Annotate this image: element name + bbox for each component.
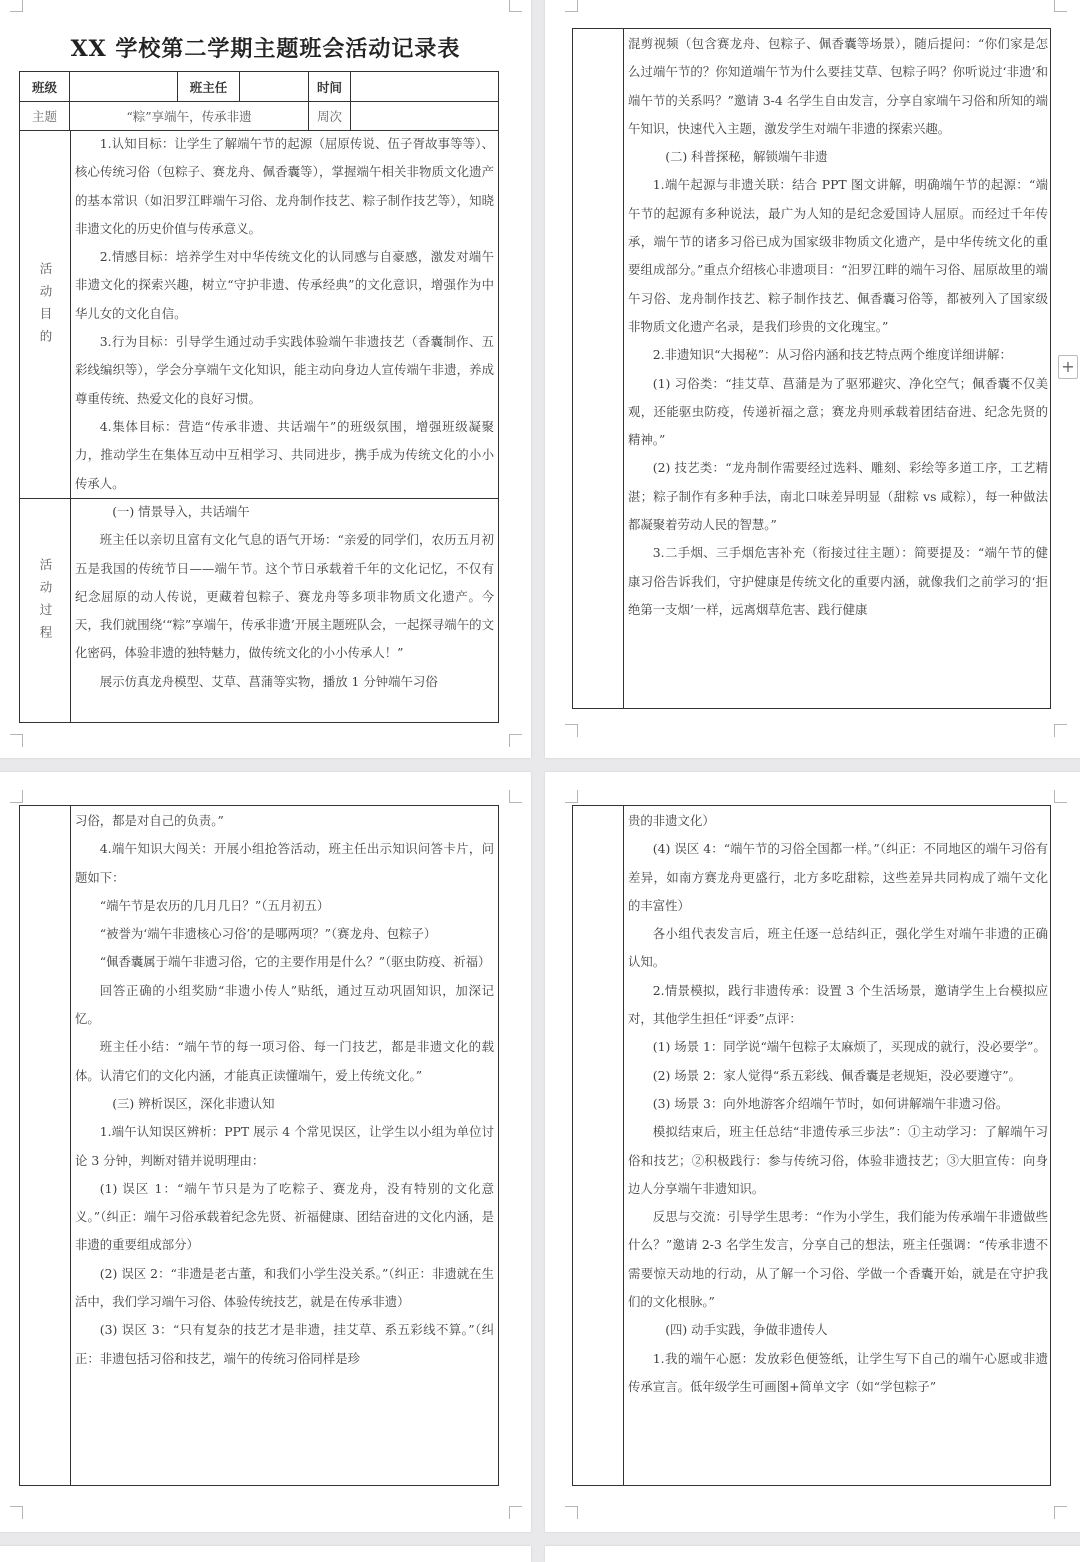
process-paragraph: 班主任以亲切且富有文化气息的语气开场：“亲爱的同学们，农历五月初五是我国的传统节日——端午节。这个节日承载着千年的文化记忆，不仅有纪念屈原的动人传说，更藏着包粽子、赛龙舟等多项非物质文化遗产。今天，我们就围绕‘“粽”享端午，传承非遗’开展主题班队会，一起探寻端午的文化密码，体验非遗的独特魅力，做传统文化的小小传承人！” (75, 532, 494, 661)
teacher-label: 班主任 (189, 79, 228, 95)
goals-content (75, 130, 494, 498)
process-paragraph: (4) 误区 4：“端午节的习俗全国都一样。”（纠正：不同地区的端午习俗有差异，如南方赛龙舟更盛行，北方多吃甜粽，这些差异共同构成了端午文化的丰富性） (628, 841, 1048, 913)
crop-mark (1054, 1506, 1067, 1519)
record-table-continued (572, 805, 1051, 1486)
process-content (75, 807, 494, 1485)
goal-item: 2.情感目标：培养学生对中华传统文化的认同感与自豪感，激发对端午非遗文化的探索兴趣，树立“守护非遗、传承经典”的文化意识，增强作为中华儿女的文化自信。 (75, 249, 494, 321)
record-table (19, 71, 499, 723)
process-paragraph: 4.端午知识大闯关：开展小组抢答活动，班主任出示知识问答卡片，问题如下： (75, 841, 494, 885)
process-paragraph: (2) 场景 2：家人觉得“系五彩线、佩香囊是老规矩，没必要遵守”。 (652, 1067, 1021, 1083)
process-paragraph: 回答正确的小组奖励“非遗小传人”贴纸，通过互动巩固知识，加深记忆。 (75, 982, 494, 1027)
goal-item: 1.认知目标：让学生了解端午节的起源（屈原传说、伍子胥故事等等）、核心传统习俗（包粽子、赛龙舟、佩香囊等），掌握端午相关非物质文化遗产的基本常识（如汨罗江畔端午习俗、龙舟制作技艺、粽子制作技艺等），知晓非遗文化的历史价值与传承意义。 (75, 136, 494, 236)
process-paragraph: (1) 误区 1：“端午节只是为了吃粽子、赛龙舟，没有特别的文化意义。”（纠正：端午习俗承载着纪念先贤、祈福健康、团结奋进的文化内涵，是非遗的重要组成部分） (75, 1180, 494, 1253)
process-paragraph: (四) 动手实践，争做非遗传人 (665, 1322, 828, 1338)
process-paragraph: (1) 习俗类：“挂艾草、菖蒲是为了驱邪避灾、净化空气；佩香囊不仅美观，还能驱虫防疫，传递祈福之意；赛龙舟则承载着团结奋进、纪念先贤的精神。” (628, 375, 1048, 448)
process-paragraph: 反思与交流：引导学生思考：“作为小学生，我们能为传承端午非遗做些什么？”邀请 2-3 名学生发言，分享自己的想法，班主任强调：“传承非遗不需要惊天动地的行动，从了解一个习俗、学做一个香囊开始，就是在守护我们的文化根脉。” (628, 1209, 1048, 1310)
process-content (628, 30, 1048, 708)
process-paragraph: (3) 误区 3：“只有复杂的技艺才是非遗，挂艾草、系五彩线不算。”（纠正：非遗包括习俗和技艺，端午的传统习俗同样是珍 (75, 1322, 494, 1366)
process-paragraph: 各小组代表发言后，班主任逐一总结纠正，强化学生对端午非遗的正确认知。 (628, 926, 1048, 970)
goal-item: 4.集体目标：营造“传承非遗、共话端午”的班级氛围，增强班级凝聚力，推动学生在集体互动中互相学习、共同进步，携手成为传统文化的小小传承人。 (75, 418, 494, 491)
document-title: XX 学校第二学期主题班会活动记录表 (70, 36, 461, 62)
theme-value: “粽”享端午，传承非遗 (126, 108, 252, 124)
crop-mark (509, 0, 522, 12)
record-table-continued (19, 805, 499, 1486)
theme-value-cell (70, 101, 309, 130)
crop-mark (565, 0, 578, 12)
process-paragraph: 班主任小结：“端午节的每一项习俗、每一门技艺，都是非遗文化的载体。认清它们的文化内涵，才能真正读懂端午，爱上传统文化。” (75, 1039, 494, 1083)
process-paragraph: (2) 技艺类：“龙舟制作需要经过选料、雕刻、彩绘等多道工序，工艺精湛；粽子制作有多种手法，南北口味差异明显（甜粽 vs 咸粽），每一种做法都凝聚着劳动人民的智慧。” (628, 460, 1048, 533)
process-row-label: 活动过程 (38, 558, 53, 648)
process-paragraph: 1.端午起源与非遗关联：结合 PPT 图文讲解，明确端午节的起源：“端午节的起源有多种说法，最广为人知的是纪念爱国诗人屈原。而经过千年传承，端午节的诸多习俗已成为国家级非物质文化遗产，是中华传统文化的重要组成部分。”重点介绍核心非遗项目：“汨罗江畔的端午习俗、屈原故里的端午习俗、龙舟制作技艺、粽子制作技艺、佩香囊习俗等，都被列入了国家级非物质文化遗产名录，是我们珍贵的文化瑰宝。” (628, 177, 1048, 334)
process-paragraph: 习俗，都是对自己的负责。” (75, 813, 224, 828)
crop-mark (565, 1506, 578, 1519)
process-paragraph: 1.端午认知误区辨析：PPT 展示 4 个常见误区，让学生以小组为单位讨论 3 分钟，判断对错并说明理由： (75, 1124, 494, 1168)
process-paragraph: 展示仿真龙舟模型、艾草、菖蒲等实物，播放 1 分钟端午习俗 (99, 673, 438, 689)
process-paragraph: (一) 情景导入，共话端午 (112, 504, 250, 519)
page-3 (0, 772, 531, 1532)
add-page-button[interactable]: + (1058, 355, 1078, 379)
process-paragraph: “端午节是农历的几月几日？”（五月初五） (99, 897, 330, 913)
time-value-cell[interactable] (351, 72, 498, 101)
class-label: 班级 (31, 79, 57, 95)
crop-mark (10, 0, 23, 12)
class-value-cell[interactable] (70, 72, 178, 101)
process-paragraph: “被誉为‘端午非遗核心习俗’的是哪两项？”（赛龙舟、包粽子） (99, 926, 437, 942)
process-paragraph: 2.非遗知识“大揭秘”：从习俗内涵和技艺特点两个维度详细讲解： (652, 347, 1012, 363)
process-paragraph: (2) 误区 2：“非遗是老古董，和我们小学生没关系。”（纠正：非遗就在生活中，我们学习端午习俗、体验传统技艺，就是在传承非遗） (75, 1265, 494, 1310)
crop-mark (509, 790, 522, 803)
crop-mark (1054, 0, 1067, 12)
goal-item: 3.行为目标：引导学生通过动手实践体验端午非遗技艺（香囊制作、五彩线编织等），学会分享端午文化知识，能主动向身边人宣传端午非遗，养成尊重传统、热爱文化的良好习惯。 (75, 334, 494, 406)
process-paragraph: 3.二手烟、三手烟危害补充（衔接过往主题）：简要提及：“端午节的健康习俗告诉我们，守护健康是传统文化的重要内涵，就像我们之前学习的‘拒绝第一支烟’一样，远离烟草危害、践行健康 (628, 545, 1048, 617)
process-paragraph: (3) 场景 3：向外地游客介绍端午节时，如何讲解端午非遗习俗。 (652, 1095, 1009, 1111)
process-paragraph: (二) 科普探秘，解锁端午非遗 (665, 149, 828, 165)
period-label: 周次 (316, 108, 342, 124)
crop-mark (1054, 724, 1067, 737)
time-label: 时间 (316, 79, 342, 95)
crop-mark (1054, 790, 1067, 803)
process-paragraph: 2.情景模拟，践行非遗传承：设置 3 个生活场景，邀请学生上台模拟应对，其他学生担任“评委”点评： (628, 982, 1048, 1027)
class-label-cell (20, 72, 70, 101)
page-4 (545, 772, 1080, 1532)
process-paragraph: 贵的非遗文化） (628, 813, 715, 828)
process-paragraph: 混剪视频（包含赛龙舟、包粽子、佩香囊等场景），随后提问：“你们家是怎么过端午节的？你知道端午节为什么要挂艾草、包粽子吗？你听说过‘非遗’和端午节的关系吗？”邀请 3-4 名学生自由发言，分享自家端午习俗和所知的端午知识，快速代入主题，激发学生对端午非遗的探索兴趣。 (628, 36, 1048, 136)
goal-row-label: 活动目的 (38, 262, 53, 352)
page-1 (0, 0, 531, 758)
crop-mark (10, 1506, 23, 1519)
time-label-cell (309, 72, 351, 101)
page-6-partial (545, 1546, 1080, 1562)
process-paragraph: 模拟结束后，班主任总结“非遗传承三步法”：①主动学习：了解端午习俗和技艺；②积极践行：参与传统习俗，体验非遗技艺；③大胆宣传：向身边人分享端午非遗知识。 (628, 1124, 1048, 1196)
page-2 (545, 0, 1080, 758)
teacher-value-cell[interactable] (240, 72, 309, 101)
crop-mark (565, 724, 578, 737)
process-paragraph: “佩香囊属于端午非遗习俗，它的主要作用是什么？”（驱虫防疫、祈福） (99, 954, 491, 970)
process-content (75, 498, 494, 723)
page-5-partial (0, 1546, 531, 1562)
crop-mark (509, 734, 522, 747)
crop-mark (10, 734, 23, 747)
process-paragraph: (1) 场景 1：同学说“端午包粽子太麻烦了，买现成的就行，没必要学”。 (652, 1039, 1046, 1055)
process-paragraph: 1.我的端午心愿：发放彩色便签纸，让学生写下自己的端午心愿或非遗传承宣言。低年级学生可画图+简单文字（如“学包粽子” (628, 1350, 1048, 1394)
teacher-label-cell (178, 72, 240, 101)
period-value-cell[interactable] (351, 101, 498, 130)
period-label-cell (309, 101, 351, 130)
crop-mark (10, 790, 23, 803)
record-table-continued (572, 28, 1051, 709)
theme-label: 主题 (31, 108, 57, 124)
crop-mark (509, 1506, 522, 1519)
process-content (628, 807, 1048, 1485)
theme-label-cell (20, 101, 70, 130)
process-paragraph: (三) 辨析误区，深化非遗认知 (112, 1095, 275, 1111)
crop-mark (565, 790, 578, 803)
